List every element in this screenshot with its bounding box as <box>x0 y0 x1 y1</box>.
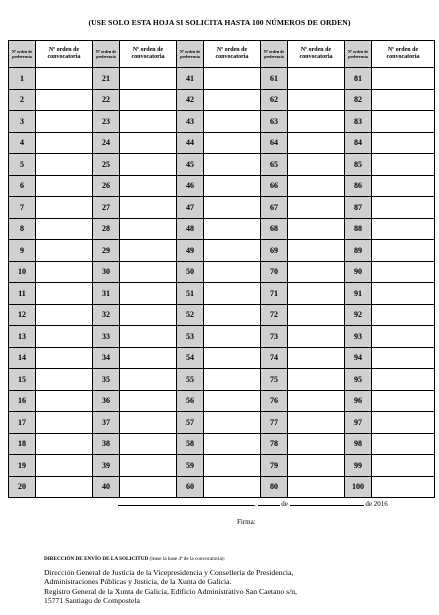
preference-number: 59 <box>177 455 204 477</box>
preference-number: 29 <box>93 240 120 262</box>
preference-number: 54 <box>177 347 204 369</box>
preference-number: 18 <box>9 433 36 455</box>
convocatoria-input-cell[interactable] <box>204 261 261 283</box>
preference-number: 25 <box>93 154 120 176</box>
conv-header: Nº orden de convocatoria <box>372 41 435 68</box>
preference-number: 19 <box>9 455 36 477</box>
preference-number: 43 <box>177 111 204 133</box>
month-blank[interactable] <box>290 498 364 506</box>
preference-number: 28 <box>93 218 120 240</box>
preference-number: 81 <box>345 68 372 90</box>
convocatoria-input-cell[interactable] <box>372 175 435 197</box>
preference-number: 57 <box>177 412 204 434</box>
preference-number: 96 <box>345 390 372 412</box>
preference-number: 49 <box>177 240 204 262</box>
table-row <box>9 68 435 90</box>
preference-number: 83 <box>345 111 372 133</box>
convocatoria-input-cell[interactable] <box>204 154 261 176</box>
preference-number: 63 <box>261 111 288 133</box>
convocatoria-input-cell[interactable] <box>204 476 261 498</box>
convocatoria-input-cell[interactable] <box>36 175 93 197</box>
convocatoria-input-cell[interactable] <box>120 132 177 154</box>
convocatoria-input-cell[interactable] <box>36 261 93 283</box>
convocatoria-input-cell[interactable] <box>120 68 177 90</box>
preference-number: 52 <box>177 304 204 326</box>
convocatoria-input-cell[interactable] <box>288 476 345 498</box>
table-row <box>9 261 435 283</box>
preference-number: 48 <box>177 218 204 240</box>
preference-number: 37 <box>93 412 120 434</box>
table-row <box>9 412 435 434</box>
convocatoria-input-cell[interactable] <box>120 218 177 240</box>
date-year: 2016 <box>373 500 388 508</box>
convocatoria-input-cell[interactable] <box>204 218 261 240</box>
table-row <box>9 347 435 369</box>
convocatoria-input-cell[interactable] <box>120 283 177 305</box>
convocatoria-input-cell[interactable] <box>36 132 93 154</box>
convocatoria-input-cell[interactable] <box>372 412 435 434</box>
preference-number: 84 <box>345 132 372 154</box>
conv-header: Nº orden de convocatoria <box>120 41 177 68</box>
preference-number: 39 <box>93 455 120 477</box>
signature-label: Firma: <box>237 518 256 526</box>
convocatoria-input-cell[interactable] <box>120 89 177 111</box>
convocatoria-input-cell[interactable] <box>288 326 345 348</box>
preference-number: 24 <box>93 132 120 154</box>
convocatoria-input-cell[interactable] <box>204 283 261 305</box>
address-line: Administraciones Públicas y Justicia, de la Xunta de Galicia. <box>44 577 232 587</box>
convocatoria-input-cell[interactable] <box>204 175 261 197</box>
convocatoria-input-cell[interactable] <box>372 197 435 219</box>
convocatoria-input-cell[interactable] <box>120 197 177 219</box>
preference-number: 76 <box>261 390 288 412</box>
convocatoria-input-cell[interactable] <box>372 455 435 477</box>
conv-header: Nº orden de convocatoria <box>36 41 93 68</box>
preference-number: 99 <box>345 455 372 477</box>
convocatoria-input-cell[interactable] <box>120 433 177 455</box>
preference-number: 26 <box>93 175 120 197</box>
convocatoria-input-cell[interactable] <box>372 433 435 455</box>
convocatoria-input-cell[interactable] <box>288 390 345 412</box>
convocatoria-input-cell[interactable] <box>36 433 93 455</box>
preference-number: 27 <box>93 197 120 219</box>
preference-number: 45 <box>177 154 204 176</box>
convocatoria-input-cell[interactable] <box>372 68 435 90</box>
convocatoria-input-cell[interactable] <box>120 455 177 477</box>
preference-number: 21 <box>93 68 120 90</box>
preference-number: 97 <box>345 412 372 434</box>
table-row <box>9 154 435 176</box>
convocatoria-input-cell[interactable] <box>36 390 93 412</box>
preference-number: 93 <box>345 326 372 348</box>
address-heading-main: DIRECCIÓN DE ENVÍO DE LA SOLICITUD <box>44 556 149 562</box>
preference-number: 75 <box>261 369 288 391</box>
preference-number: 1 <box>9 68 36 90</box>
table-header-row <box>9 41 435 68</box>
preference-number: 67 <box>261 197 288 219</box>
convocatoria-input-cell[interactable] <box>36 240 93 262</box>
convocatoria-input-cell[interactable] <box>288 175 345 197</box>
pref-header: Nº orden de preferencia <box>177 41 204 68</box>
preference-number: 62 <box>261 89 288 111</box>
convocatoria-input-cell[interactable] <box>372 476 435 498</box>
convocatoria-input-cell[interactable] <box>204 369 261 391</box>
preference-number: 16 <box>9 390 36 412</box>
convocatoria-input-cell[interactable] <box>372 240 435 262</box>
preference-number: 10 <box>9 261 36 283</box>
table-row <box>9 89 435 111</box>
preference-number: 7 <box>9 197 36 219</box>
convocatoria-input-cell[interactable] <box>288 261 345 283</box>
convocatoria-input-cell[interactable] <box>36 111 93 133</box>
preference-number: 55 <box>177 369 204 391</box>
preference-number: 15 <box>9 369 36 391</box>
convocatoria-input-cell[interactable] <box>36 68 93 90</box>
convocatoria-input-cell[interactable] <box>372 347 435 369</box>
convocatoria-input-cell[interactable] <box>372 390 435 412</box>
convocatoria-input-cell[interactable] <box>204 132 261 154</box>
convocatoria-input-cell[interactable] <box>372 369 435 391</box>
preference-number: 47 <box>177 197 204 219</box>
preference-number: 23 <box>93 111 120 133</box>
preference-number: 51 <box>177 283 204 305</box>
date-line <box>118 498 388 508</box>
convocatoria-input-cell[interactable] <box>372 283 435 305</box>
preference-number: 73 <box>261 326 288 348</box>
table-row <box>9 476 435 498</box>
convocatoria-input-cell[interactable] <box>288 89 345 111</box>
preference-number: 56 <box>177 390 204 412</box>
convocatoria-input-cell[interactable] <box>36 455 93 477</box>
date-comma: , <box>254 500 256 508</box>
preference-number: 3 <box>9 111 36 133</box>
table-row <box>9 218 435 240</box>
address-heading <box>44 556 225 562</box>
convocatoria-input-cell[interactable] <box>288 347 345 369</box>
convocatoria-input-cell[interactable] <box>120 326 177 348</box>
preference-number: 33 <box>93 326 120 348</box>
preference-number: 94 <box>345 347 372 369</box>
preference-number: 22 <box>93 89 120 111</box>
convocatoria-input-cell[interactable] <box>120 261 177 283</box>
convocatoria-input-cell[interactable] <box>36 283 93 305</box>
convocatoria-input-cell[interactable] <box>36 304 93 326</box>
preference-number: 17 <box>9 412 36 434</box>
preference-number: 66 <box>261 175 288 197</box>
convocatoria-input-cell[interactable] <box>120 175 177 197</box>
pref-header: Nº orden de preferencia <box>9 41 36 68</box>
preference-number: 30 <box>93 261 120 283</box>
table-row <box>9 390 435 412</box>
convocatoria-input-cell[interactable] <box>204 347 261 369</box>
table-row <box>9 175 435 197</box>
convocatoria-input-cell[interactable] <box>288 369 345 391</box>
convocatoria-input-cell[interactable] <box>120 412 177 434</box>
date-de-2: de <box>365 500 372 508</box>
preference-number: 44 <box>177 132 204 154</box>
preference-number: 74 <box>261 347 288 369</box>
convocatoria-input-cell[interactable] <box>288 304 345 326</box>
convocatoria-input-cell[interactable] <box>120 476 177 498</box>
table-row <box>9 304 435 326</box>
address-heading-note: (lease la base 4ª de la convocatoria): <box>149 556 225 562</box>
preference-number: 53 <box>177 326 204 348</box>
pref-header: Nº orden de preferencia <box>345 41 372 68</box>
preference-number: 85 <box>345 154 372 176</box>
convocatoria-input-cell[interactable] <box>288 197 345 219</box>
preference-number: 61 <box>261 68 288 90</box>
convocatoria-input-cell[interactable] <box>204 111 261 133</box>
preference-number: 80 <box>261 476 288 498</box>
convocatoria-input-cell[interactable] <box>36 412 93 434</box>
preference-number: 35 <box>93 369 120 391</box>
convocatoria-input-cell[interactable] <box>372 218 435 240</box>
convocatoria-input-cell[interactable] <box>120 304 177 326</box>
convocatoria-input-cell[interactable] <box>36 89 93 111</box>
convocatoria-input-cell[interactable] <box>36 326 93 348</box>
preference-number: 95 <box>345 369 372 391</box>
convocatoria-input-cell[interactable] <box>120 347 177 369</box>
table-row <box>9 283 435 305</box>
preference-number: 13 <box>9 326 36 348</box>
preference-number: 2 <box>9 89 36 111</box>
convocatoria-input-cell[interactable] <box>204 68 261 90</box>
convocatoria-input-cell[interactable] <box>204 412 261 434</box>
table-row <box>9 240 435 262</box>
day-blank[interactable] <box>258 498 280 506</box>
address-block <box>44 568 434 605</box>
preference-number: 82 <box>345 89 372 111</box>
preference-number: 9 <box>9 240 36 262</box>
preference-number: 8 <box>9 218 36 240</box>
convocatoria-input-cell[interactable] <box>36 218 93 240</box>
table-body <box>9 68 435 498</box>
convocatoria-input-cell[interactable] <box>120 154 177 176</box>
convocatoria-input-cell[interactable] <box>288 412 345 434</box>
preference-number: 68 <box>261 218 288 240</box>
convocatoria-input-cell[interactable] <box>36 369 93 391</box>
preference-number: 20 <box>9 476 36 498</box>
convocatoria-input-cell[interactable] <box>204 455 261 477</box>
preference-number: 11 <box>9 283 36 305</box>
convocatoria-input-cell[interactable] <box>204 433 261 455</box>
convocatoria-input-cell[interactable] <box>36 197 93 219</box>
convocatoria-input-cell[interactable] <box>120 111 177 133</box>
preference-number: 98 <box>345 433 372 455</box>
convocatoria-input-cell[interactable] <box>288 240 345 262</box>
table-row <box>9 455 435 477</box>
address-line: Registro General de la Xunta de Galicia, Edificio Administrativo San Caetano s/n, <box>44 586 297 596</box>
conv-header: Nº orden de convocatoria <box>204 41 261 68</box>
preference-number: 79 <box>261 455 288 477</box>
convocatoria-input-cell[interactable] <box>288 455 345 477</box>
convocatoria-input-cell[interactable] <box>204 304 261 326</box>
convocatoria-input-cell[interactable] <box>288 283 345 305</box>
convocatoria-input-cell[interactable] <box>372 326 435 348</box>
preference-number: 77 <box>261 412 288 434</box>
convocatoria-input-cell[interactable] <box>36 347 93 369</box>
preference-number: 100 <box>345 476 372 498</box>
convocatoria-input-cell[interactable] <box>372 111 435 133</box>
convocatoria-input-cell[interactable] <box>288 218 345 240</box>
conv-header: Nº orden de convocatoria <box>288 41 345 68</box>
convocatoria-input-cell[interactable] <box>204 390 261 412</box>
convocatoria-input-cell[interactable] <box>288 68 345 90</box>
convocatoria-input-cell[interactable] <box>120 240 177 262</box>
table-row <box>9 197 435 219</box>
preference-number: 46 <box>177 175 204 197</box>
page-title: (USE SOLO ESTA HOJA SI SOLICITA HASTA 100 NÚMEROS DE ORDEN) <box>88 18 351 27</box>
preference-number: 91 <box>345 283 372 305</box>
convocatoria-input-cell[interactable] <box>288 154 345 176</box>
preference-number: 89 <box>345 240 372 262</box>
convocatoria-input-cell[interactable] <box>36 154 93 176</box>
address-line: Dirección General de Justicia de la Vicepresidencia y Consellería de Presidencia, <box>44 568 294 577</box>
preference-number: 78 <box>261 433 288 455</box>
preference-number: 69 <box>261 240 288 262</box>
convocatoria-input-cell[interactable] <box>36 476 93 498</box>
preference-number: 64 <box>261 132 288 154</box>
convocatoria-input-cell[interactable] <box>288 111 345 133</box>
table-row <box>9 111 435 133</box>
place-blank[interactable] <box>118 498 254 506</box>
pref-header: Nº orden de preferencia <box>93 41 120 68</box>
table-row <box>9 369 435 391</box>
convocatoria-input-cell[interactable] <box>288 132 345 154</box>
preference-number: 87 <box>345 197 372 219</box>
preference-number: 71 <box>261 283 288 305</box>
table-row <box>9 132 435 154</box>
preference-number: 90 <box>345 261 372 283</box>
preference-number: 50 <box>177 261 204 283</box>
preference-number: 31 <box>93 283 120 305</box>
date-de-1: de <box>281 500 288 508</box>
preference-number: 5 <box>9 154 36 176</box>
convocatoria-input-cell[interactable] <box>288 433 345 455</box>
convocatoria-input-cell[interactable] <box>204 89 261 111</box>
convocatoria-input-cell[interactable] <box>372 154 435 176</box>
convocatoria-input-cell[interactable] <box>372 132 435 154</box>
preference-number: 65 <box>261 154 288 176</box>
table-row <box>9 326 435 348</box>
preference-number: 36 <box>93 390 120 412</box>
preference-number: 34 <box>93 347 120 369</box>
preference-number: 32 <box>93 304 120 326</box>
preference-number: 42 <box>177 89 204 111</box>
preference-number: 12 <box>9 304 36 326</box>
preference-number: 6 <box>9 175 36 197</box>
preference-number: 86 <box>345 175 372 197</box>
preference-number: 41 <box>177 68 204 90</box>
order-table <box>8 40 435 498</box>
preference-number: 38 <box>93 433 120 455</box>
preference-number: 58 <box>177 433 204 455</box>
preference-number: 14 <box>9 347 36 369</box>
preference-number: 40 <box>93 476 120 498</box>
preference-number: 4 <box>9 132 36 154</box>
pref-header: Nº orden de preferencia <box>261 41 288 68</box>
table-row <box>9 433 435 455</box>
convocatoria-input-cell[interactable] <box>372 89 435 111</box>
convocatoria-input-cell[interactable] <box>204 240 261 262</box>
convocatoria-input-cell[interactable] <box>204 326 261 348</box>
address-line: 15771 Santiago de Compostela <box>44 595 140 605</box>
preference-number: 88 <box>345 218 372 240</box>
preference-number: 92 <box>345 304 372 326</box>
preference-number: 60 <box>177 476 204 498</box>
convocatoria-input-cell[interactable] <box>120 390 177 412</box>
preference-number: 72 <box>261 304 288 326</box>
convocatoria-input-cell[interactable] <box>372 304 435 326</box>
convocatoria-input-cell[interactable] <box>120 369 177 391</box>
convocatoria-input-cell[interactable] <box>372 261 435 283</box>
preference-number: 70 <box>261 261 288 283</box>
convocatoria-input-cell[interactable] <box>204 197 261 219</box>
